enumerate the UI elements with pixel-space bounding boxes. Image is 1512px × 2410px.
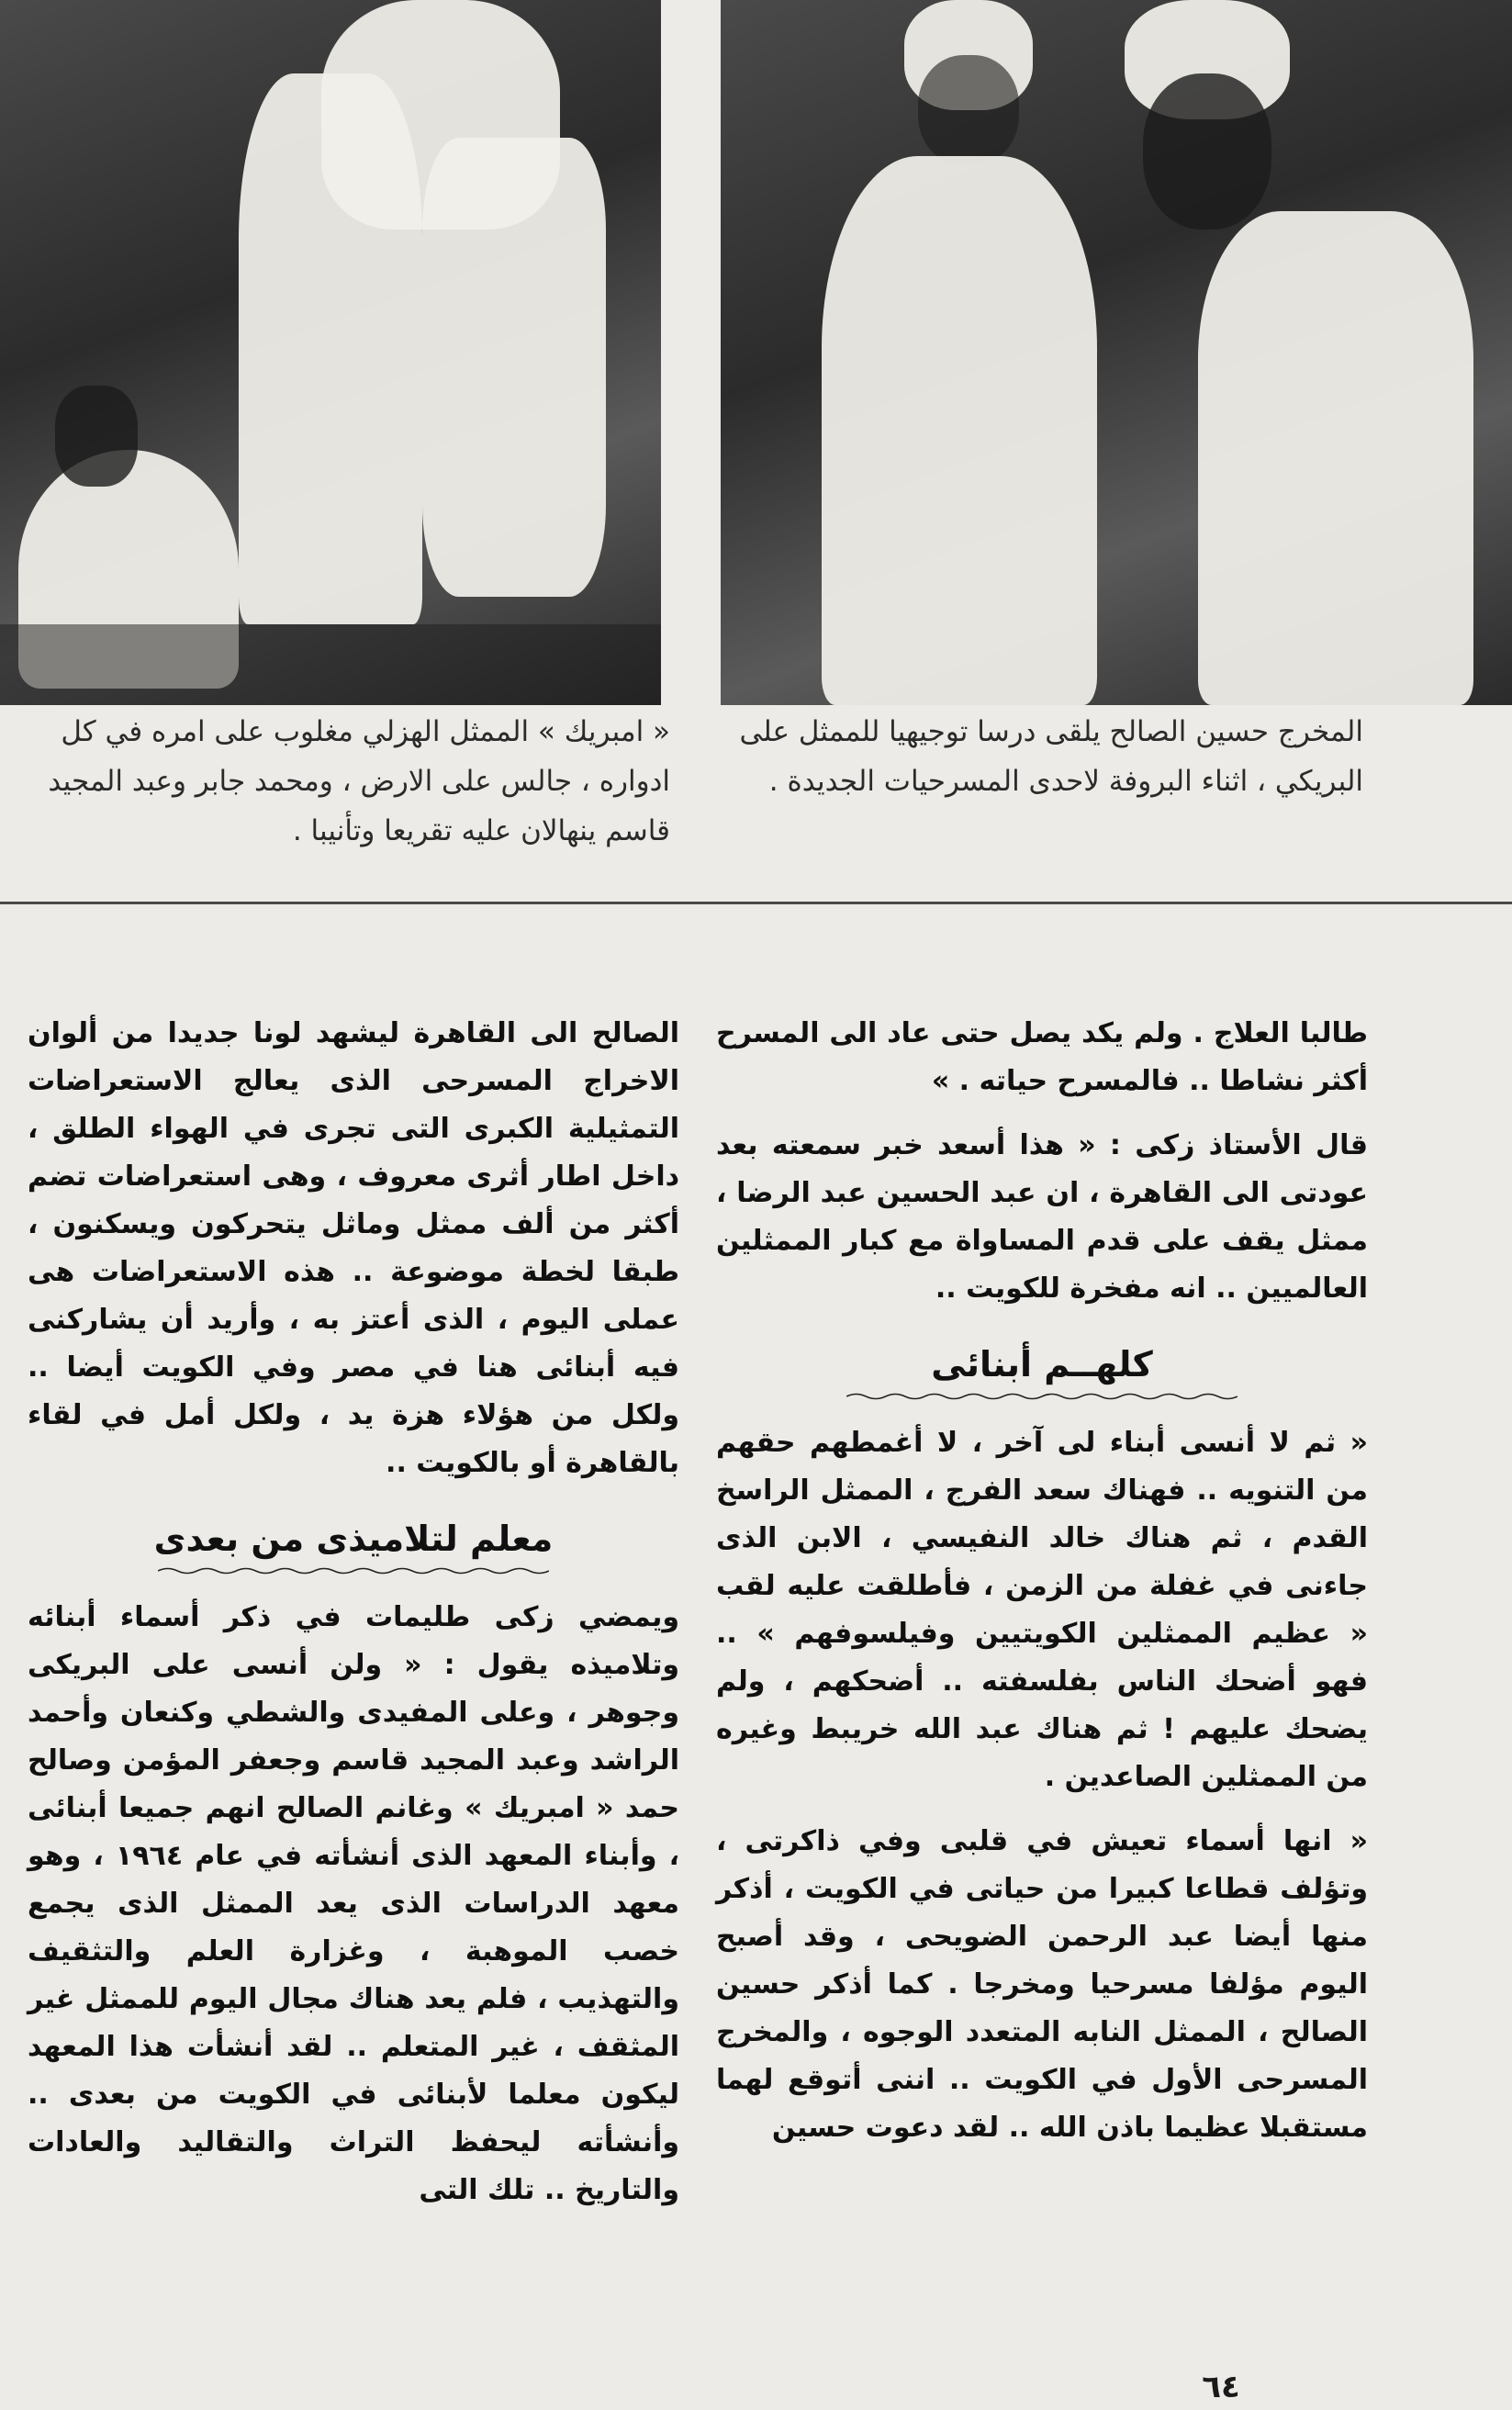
photo-caption-right: المخرج حسين الصالح يلقى درسا توجيهيا للممثل على البريكي ، اثناء البروفة لاحدى المسرحيات الجديدة . xyxy=(739,715,1363,798)
wavy-underline-icon xyxy=(158,1566,549,1575)
article-column-right xyxy=(716,1010,1368,2169)
paragraph: « ثم لا أنسى أبناء لى آخر ، لا أغمطهم حقهم من التنويه .. فهناك سعد الفرج ، الممثل الراسخ القدم ، ثم هناك خالد النفيسي ، الابن الذى جاءنى في غفلة من الزمن ، فأطلقت عليه لقب « عظيم الممثلين الكويتيين وفيلسوفهم » .. فهو أضحك الناس بفلسفته .. أضحكهم ، ولم يضحك عليهم ! ثم هناك عبد الله خريبط وغيره من الممثلين الصاعدين . xyxy=(716,1427,1368,1793)
photo-caption-left: « امبريك » الممثل الهزلي مغلوب على امره في كل ادواره ، جالس على الارض ، ومحمد جابر وعبد المجيد قاسم ينهالان عليه تقريعا وتأنيبا . xyxy=(48,715,670,847)
article-column-left xyxy=(28,1010,679,2231)
paragraph: طالبا العلاج . ولم يكد يصل حتى عاد الى المسرح أكثر نشاطا .. فالمسرح حياته . » xyxy=(716,1017,1368,1097)
section-heading xyxy=(716,1340,1368,1401)
paragraph: قال الأستاذ زكى : « هذا أسعد خبر سمعته بعد عودتى الى القاهرة ، ان عبد الحسين عبد الرضا ، ممثل يقف على قدم المساواة مع كبار الممثلين العالميين .. انه مفخرة للكويت .. xyxy=(716,1129,1368,1305)
section-heading xyxy=(28,1515,679,1575)
page-number: ٦٤ xyxy=(1202,2369,1240,2405)
paragraph: « انها أسماء تعيش في قلبى وفي ذاكرتى ، وتؤلف قطاعا كبيرا من حياتى في الكويت ، أذكر منها أيضا عبد الرحمن الضويحى ، وقد أصبح اليوم مؤلفا مسرحيا ومخرجا . كما أذكر حسين الصالح ، الممثل النابه المتعدد الوجوه ، والمخرج المسرحى الأول في الكويت .. اننى أتوقع لهما مستقبلا عظيما باذن الله .. لقد دعوت حسين xyxy=(716,1825,1368,2144)
paragraph: ويمضي زكى طليمات في ذكر أسماء أبنائه وتلاميذه يقول : « ولن أنسى على البريكى وجوهر ، وعلى المفيدى والشطي وكنعان وأحمد الراشد وعبد المجيد قاسم وجعفر المؤمن وصالح حمد « امبريك » وغانم الصالح انهم جميعا أبنائى ، وأبناء المعهد الذى أنشأته في عام ١٩٦٤ ، وهو معهد الدراسات الذى يعد الممثل الذى يجمع خصب الموهبة ، وغزارة العلم والتثقيف والتهذيب ، فلم يعد هناك مجال اليوم للممثل غير المثقف ، غير المتعلم .. لقد أنشأت هذا المعهد ليكون معلما لأبنائى في الكويت من بعدى .. وأنشأته ليحفظ التراث والتقاليد والعادات والتاريخ .. تلك التى xyxy=(28,1601,680,2206)
section-divider xyxy=(0,902,1512,904)
photo-comedy-scene xyxy=(0,0,661,705)
paragraph: الصالح الى القاهرة ليشهد لونا جديدا من ألوان الاخراج المسرحى الذى يعالج الاستعراضات التمثيلية الكبرى التى تجرى في الهواء الطلق ، داخل اطار أثرى معروف ، وهى استعراضات تضم أكثر من ألف ممثل وماثل يتحركون ويسكنون ، طبقا لخطة موضوعة .. هذه الاستعراضات هى عملى اليوم ، الذى أعتز به ، وأريد أن يشاركنى فيه أبنائى هنا في مصر وفي الكويت أيضا .. ولكل من هؤلاء هزة يد ، ولكل أمل في لقاء بالقاهرة أو بالكويت .. xyxy=(28,1017,679,1479)
section-heading-text: كلهــم أبنائى xyxy=(931,1344,1153,1384)
wavy-underline-icon xyxy=(846,1392,1238,1401)
photo-director-actor xyxy=(721,0,1512,705)
section-heading-text: معلم لتلاميذى من بعدى xyxy=(153,1519,554,1559)
